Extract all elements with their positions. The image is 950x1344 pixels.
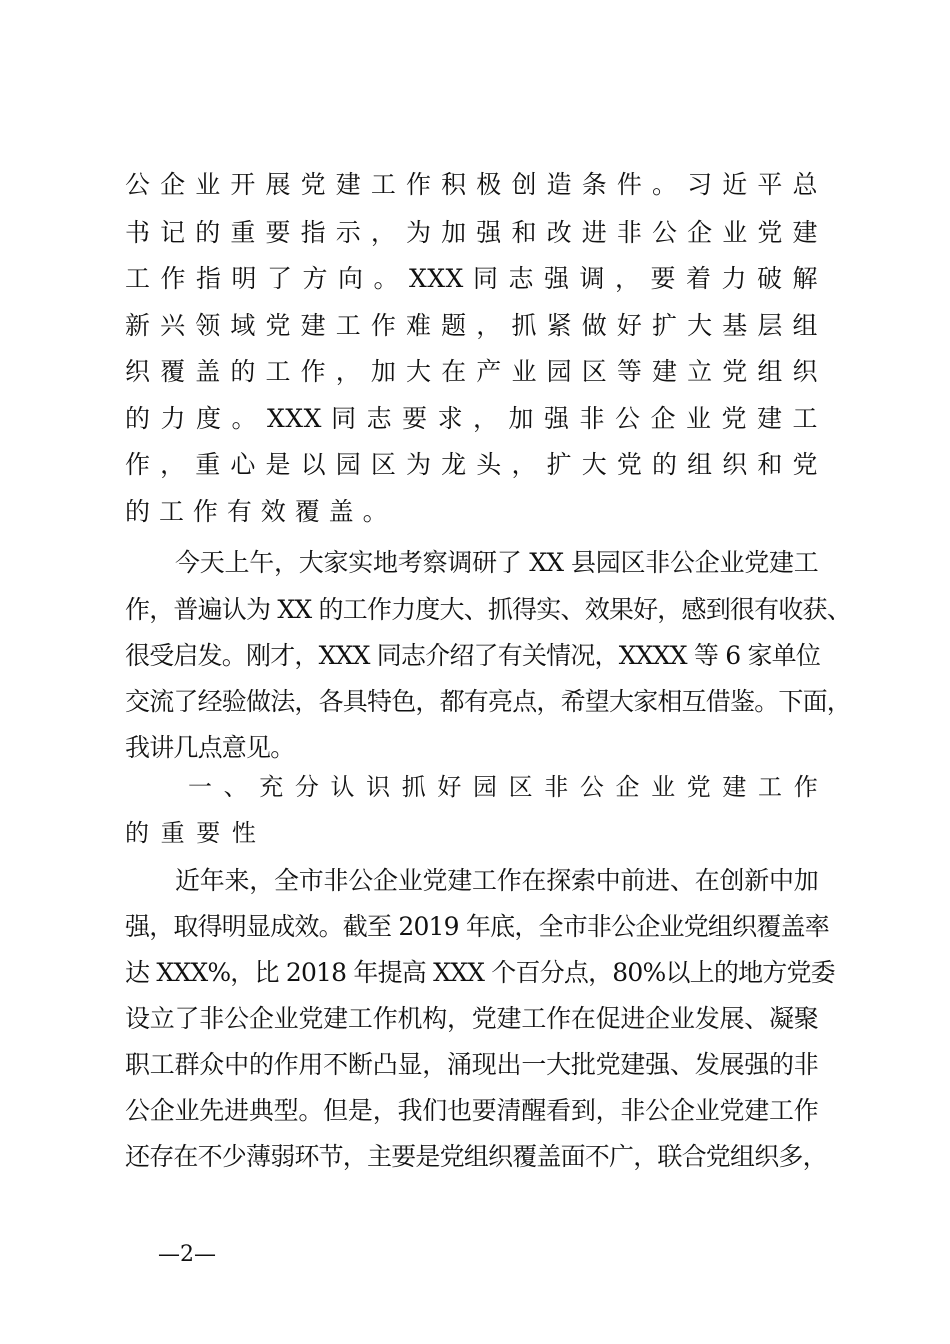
paragraph-line: 达 XXX%，比 2018 年提高 XXX 个百分点，80%以上的地方党委 — [125, 958, 835, 987]
section-heading: 的 重 要 性 — [125, 819, 258, 847]
page-number: —2— — [158, 1242, 216, 1267]
paragraph-line: 作 ， 重 心 是 以 园 区 为 龙 头 ， 扩 大 党 的 组 织 和 党 — [125, 450, 818, 479]
paragraph-line: 职工群众中的作用不断凸显，涌现出一大批党建强、发展强的非 — [125, 1050, 818, 1079]
paragraph-line: 公 企 业 开 展 党 建 工 作 积 极 创 造 条 件 。 习 近 平 总 — [125, 170, 818, 199]
paragraph-line: 还存在不少薄弱环节，主要是党组织覆盖面不广，联合党组织多， — [125, 1142, 827, 1171]
paragraph-line: 的 力 度 。 XXX 同 志 要 求 ， 加 强 非 公 企 业 党 建 工 — [125, 404, 818, 433]
paragraph-line: 今天上午，大家实地考察调研了 XX 县园区非公企业党建工 — [175, 548, 818, 577]
paragraph-line: 强，取得明显成效。截至 2019 年底，全市非公企业党组织覆盖率 — [125, 912, 829, 941]
paragraph-line: 新 兴 领 域 党 建 工 作 难 题 ， 抓 紧 做 好 扩 大 基 层 组 — [125, 311, 818, 340]
paragraph-line: 作，普遍认为 XX 的工作力度大、抓得实、效果好，感到很有收获、 — [125, 595, 851, 624]
paragraph-line: 设立了非公企业党建工作机构，党建工作在促进企业发展、凝聚 — [125, 1004, 818, 1033]
paragraph-line: 工 作 指 明 了 方 向 。 XXX 同 志 强 调 ， 要 着 力 破 解 — [125, 264, 818, 293]
paragraph-line: 书 记 的 重 要 指 示 ， 为 加 强 和 改 进 非 公 企 业 党 建 — [125, 218, 818, 247]
section-heading: 一 、 充 分 认 识 抓 好 园 区 非 公 企 业 党 建 工 作 — [188, 773, 820, 801]
paragraph-line: 织 覆 盖 的 工 作 ， 加 大 在 产 业 园 区 等 建 立 党 组 织 — [125, 357, 818, 386]
paragraph-line: 的 工 作 有 效 覆 盖 。 — [125, 497, 389, 526]
paragraph-line: 很受启发。刚才，XXX 同志介绍了有关情况，XXXX 等 6 家单位 — [125, 641, 821, 670]
paragraph-line: 我讲几点意见。 — [125, 733, 295, 762]
paragraph-line: 近年来，全市非公企业党建工作在探索中前进、在创新中加 — [175, 866, 818, 895]
paragraph-line: 公企业先进典型。但是，我们也要清醒看到，非公企业党建工作 — [125, 1096, 818, 1125]
paragraph-line: 交流了经验做法，各具特色，都有亮点，希望大家相互借鉴。下面， — [125, 687, 852, 716]
